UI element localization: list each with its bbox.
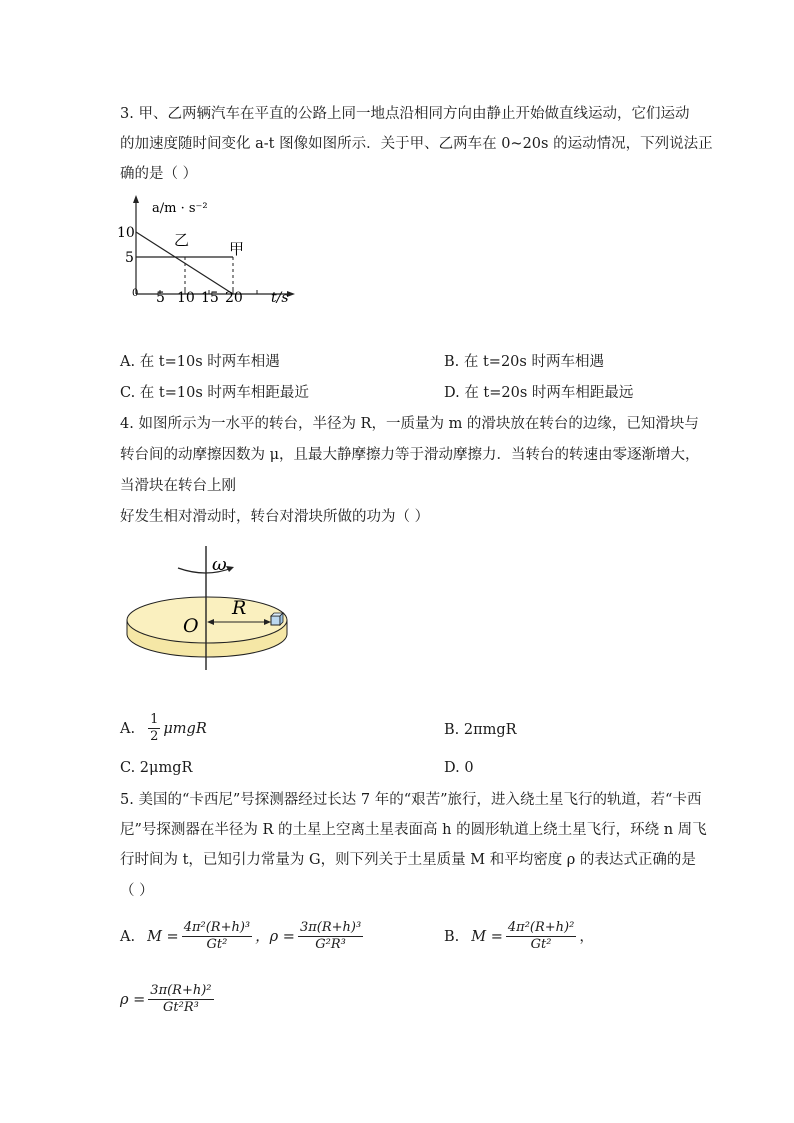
q5-option-a bbox=[120, 920, 366, 953]
q4-turntable-figure bbox=[120, 544, 310, 674]
origin-label: 0 bbox=[132, 288, 139, 299]
q4-stem-line-3: 当滑块在转台上刚 bbox=[120, 478, 236, 494]
q4-option-a-expr: μmgR bbox=[163, 720, 207, 737]
q5-option-b-density-lhs: ρ = bbox=[120, 991, 146, 1008]
q3-option-a: A. 在 t=10s 时两车相遇 bbox=[120, 354, 280, 370]
slider-block bbox=[271, 616, 280, 625]
q4-option-b: B. 2πmgR bbox=[444, 722, 517, 738]
x-tick-10: 10 bbox=[177, 290, 195, 306]
fraction-numerator: 3π(R+h)³ bbox=[299, 920, 362, 935]
y-tick-5: 5 bbox=[125, 250, 134, 266]
q5-option-a-prefix: A. bbox=[120, 928, 136, 945]
fraction-denominator: 2 bbox=[150, 729, 159, 744]
q5-stem-line-4: （ ） bbox=[120, 883, 154, 899]
q3-stem-line-3: 确的是（ ） bbox=[120, 166, 198, 182]
q5-option-b bbox=[444, 920, 594, 953]
q4-stem-line-4: 好发生相对滑动时，转台对滑块所做的功为（ ） bbox=[120, 509, 430, 525]
q5-stem-line-1: 5. 美国的“卡西尼”号探测器经过长达 7 年的“艰苦”旅行，进入绕土星飞行的轨道，若“卡西 bbox=[120, 792, 702, 808]
q3-option-d: D. 在 t=20s 时两车相距最远 bbox=[444, 385, 634, 401]
fraction-denominator: Gt² bbox=[206, 937, 228, 952]
q5-stem-line-3: 行时间为 t，已知引力常量为 G，则下列关于土星质量 M 和平均密度 ρ 的表达式正确的是 bbox=[120, 852, 696, 868]
x-tick-20: 20 bbox=[225, 290, 243, 306]
q3-stem-line-1: 3. 甲、乙两辆汽车在平直的公路上同一地点沿相同方向由静止开始做直线运动，它们运动 bbox=[120, 106, 690, 122]
radius-label: R bbox=[232, 597, 247, 619]
fraction-numerator: 1 bbox=[150, 712, 159, 727]
q3-option-c: C. 在 t=10s 时两车相距最近 bbox=[120, 385, 309, 401]
fraction-numerator: 3π(R+h)² bbox=[150, 983, 212, 998]
x-axis-label: t/s bbox=[271, 290, 289, 306]
q5-option-b-comma: ， bbox=[579, 928, 594, 945]
q4-stem-line-1: 4. 如图所示为一水平的转台，半径为 R，一质量为 m 的滑块放在转台的边缘，已知滑块与 bbox=[120, 416, 699, 432]
y-tick-10: 10 bbox=[117, 225, 135, 241]
q5-option-b-prefix: B. bbox=[444, 928, 460, 945]
q5-option-b-mass-lhs: M = bbox=[471, 928, 503, 945]
q5-option-a-mass-lhs: M = bbox=[147, 928, 179, 945]
fraction-denominator: Gt²R³ bbox=[163, 1000, 199, 1015]
x-tick-15: 15 bbox=[201, 290, 219, 306]
q5-option-a-mass-fraction bbox=[182, 920, 252, 953]
q5-option-a-density-lhs: ，ρ = bbox=[255, 928, 295, 945]
y-axis-arrow bbox=[133, 195, 139, 203]
series-jia-label: 甲 bbox=[229, 240, 245, 258]
q4-option-c: C. 2μmgR bbox=[120, 760, 193, 776]
series-yi-label: 乙 bbox=[174, 231, 190, 249]
q5-option-b-mass-fraction bbox=[506, 920, 576, 953]
q5-option-a-density-fraction bbox=[298, 920, 363, 953]
q4-option-a-prefix: A. bbox=[120, 720, 136, 737]
y-axis-label: a/m · s⁻² bbox=[152, 201, 208, 216]
fraction-numerator: 4π²(R+h)² bbox=[507, 920, 575, 935]
q5-stem-line-2: 尼”号探测器在半径为 R 的土星上空离土星表面高 h 的圆形轨道上绕土星飞行，环绕 n 周飞 bbox=[120, 822, 707, 838]
omega-symbol: ω bbox=[212, 554, 227, 575]
fraction-denominator: G²R³ bbox=[315, 937, 346, 952]
q4-option-a bbox=[120, 712, 207, 745]
q3-at-graph bbox=[112, 192, 302, 308]
fraction-denominator: Gt² bbox=[530, 937, 552, 952]
center-label: O bbox=[183, 615, 199, 637]
fraction-numerator: 4π²(R+h)³ bbox=[183, 920, 251, 935]
q3-option-b: B. 在 t=20s 时两车相遇 bbox=[444, 354, 604, 370]
q4-option-a-fraction bbox=[148, 712, 160, 745]
q3-stem-line-2: 的加速度随时间变化 a-t 图像如图所示．关于甲、乙两车在 0~20s 的运动情况，下列说法正 bbox=[120, 136, 713, 152]
q4-stem-line-2: 转台间的动摩擦因数为 μ，且最大静摩擦力等于滑动摩擦力．当转台的转速由零逐渐增大， bbox=[120, 447, 700, 463]
q5-option-b-density-fraction bbox=[148, 983, 213, 1016]
turntable-disk bbox=[127, 597, 287, 643]
q5-option-b-density bbox=[120, 983, 217, 1016]
q4-option-d: D. 0 bbox=[444, 760, 474, 776]
x-tick-5: 5 bbox=[156, 290, 165, 306]
